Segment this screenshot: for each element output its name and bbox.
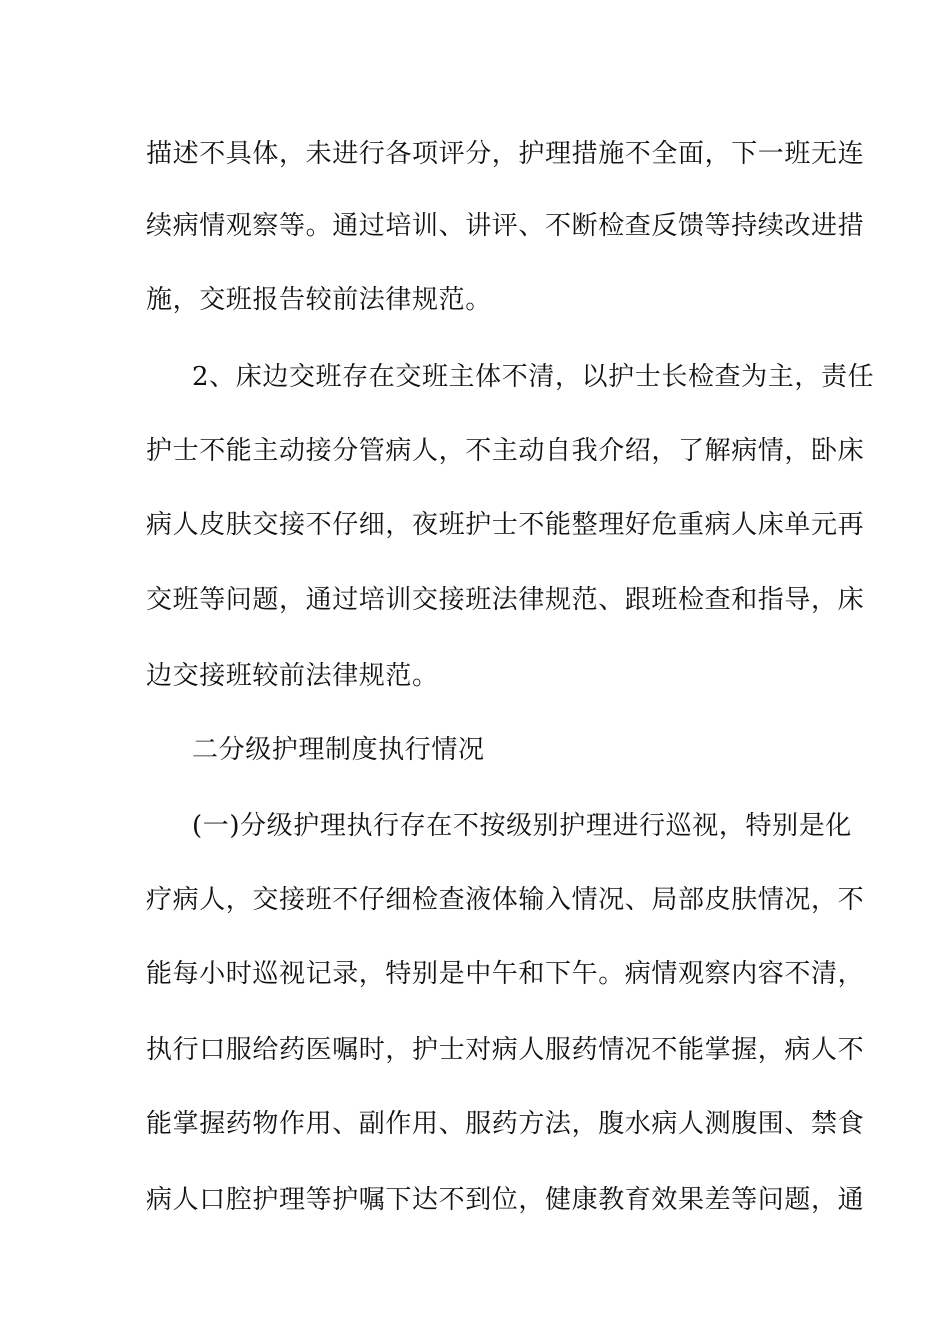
text-line: 疗病人，交接班不仔细检查液体输入情况、局部皮肤情况，不 — [146, 885, 865, 915]
section-heading: 二分级护理制度执行情况 — [192, 735, 485, 765]
text-line: 施，交班报告较前法律规范。 — [146, 285, 492, 315]
paragraph-start-line: (一)分级护理执行存在不按级别护理进行巡视，特别是化 — [192, 811, 852, 841]
text-line: 病人皮肤交接不仔细，夜班护士不能整理好危重病人床单元再 — [146, 510, 865, 540]
text-line: 描述不具体，未进行各项评分，护理措施不全面，下一班无连 — [146, 139, 865, 169]
paragraph-start-line: 2、床边交班存在交班主体不清，以护士长检查为主，责任 — [192, 362, 875, 392]
text-line: 护士不能主动接分管病人，不主动自我介绍，了解病情，卧床 — [146, 436, 865, 466]
text-line: 病人口腔护理等护嘱下达不到位，健康教育效果差等问题，通 — [146, 1185, 865, 1215]
text-line: 边交接班较前法律规范。 — [146, 661, 439, 691]
text-line: 能每小时巡视记录，特别是中午和下午。病情观察内容不清， — [146, 959, 865, 989]
text-line: 能掌握药物作用、副作用、服药方法，腹水病人测腹围、禁食 — [146, 1109, 865, 1139]
text-line: 续病情观察等。通过培训、讲评、不断检查反馈等持续改进措 — [146, 211, 865, 241]
text-line: 执行口服给药医嘱时，护士对病人服药情况不能掌握，病人不 — [146, 1035, 865, 1065]
text-line: 交班等问题，通过培训交接班法律规范、跟班检查和指导，床 — [146, 585, 865, 615]
